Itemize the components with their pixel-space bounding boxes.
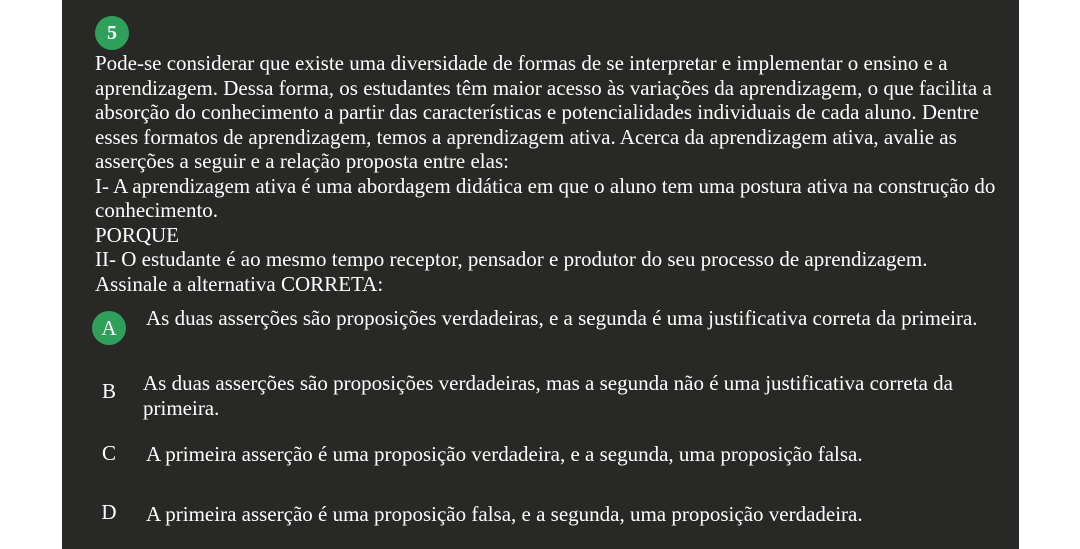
option-d-text[interactable]: A primeira asserção é uma proposição falsa, e a segunda, uma proposição verdadeira. xyxy=(146,502,863,526)
option-b-text[interactable]: As duas asserções são proposições verdadeiras, mas a segunda não é uma justificativa correta da primeira. xyxy=(143,371,953,420)
option-b-letter[interactable]: B xyxy=(101,379,116,403)
option-d-letter[interactable]: D xyxy=(101,500,117,524)
question-panel xyxy=(62,0,1019,549)
assertion-two: II- O estudante é ao mesmo tempo receptor, pensador e produtor do seu processo de aprendizagem. xyxy=(95,247,928,271)
option-a-letter-badge[interactable]: A xyxy=(92,311,126,345)
option-a-text[interactable]: As duas asserções são proposições verdadeiras, e a segunda é uma justificativa correta da primeira. xyxy=(146,306,978,330)
question-stem xyxy=(95,51,1000,296)
option-c-letter[interactable]: C xyxy=(101,441,116,465)
porque-connector: PORQUE xyxy=(95,222,180,247)
option-c-text[interactable]: A primeira asserção é uma proposição verdadeira, e a segunda, uma proposição falsa. xyxy=(146,442,863,466)
assertion-one: I- A aprendizagem ativa é uma abordagem didática em que o aluno tem uma postura ativa na construção do conhecimento. xyxy=(95,173,996,222)
instruction-text: Assinale a alternativa CORRETA: xyxy=(95,271,384,296)
stem-paragraph: Pode-se considerar que existe uma diversidade de formas de se interpretar e implementar o ensino e a aprendizagem. Dessa forma, os estudantes têm maior acesso às variações da aprendizagem, o que facilita a absorção do conhecimento a partir das características e potencialidades individuais de cada aluno. Dentre esses formatos de aprendizagem, temos a aprendizagem ativa. Acerca da aprendizagem ativa, avalie as asserções a seguir e a relação proposta entre elas: xyxy=(95,51,992,173)
question-number-badge: 5 xyxy=(95,16,129,50)
